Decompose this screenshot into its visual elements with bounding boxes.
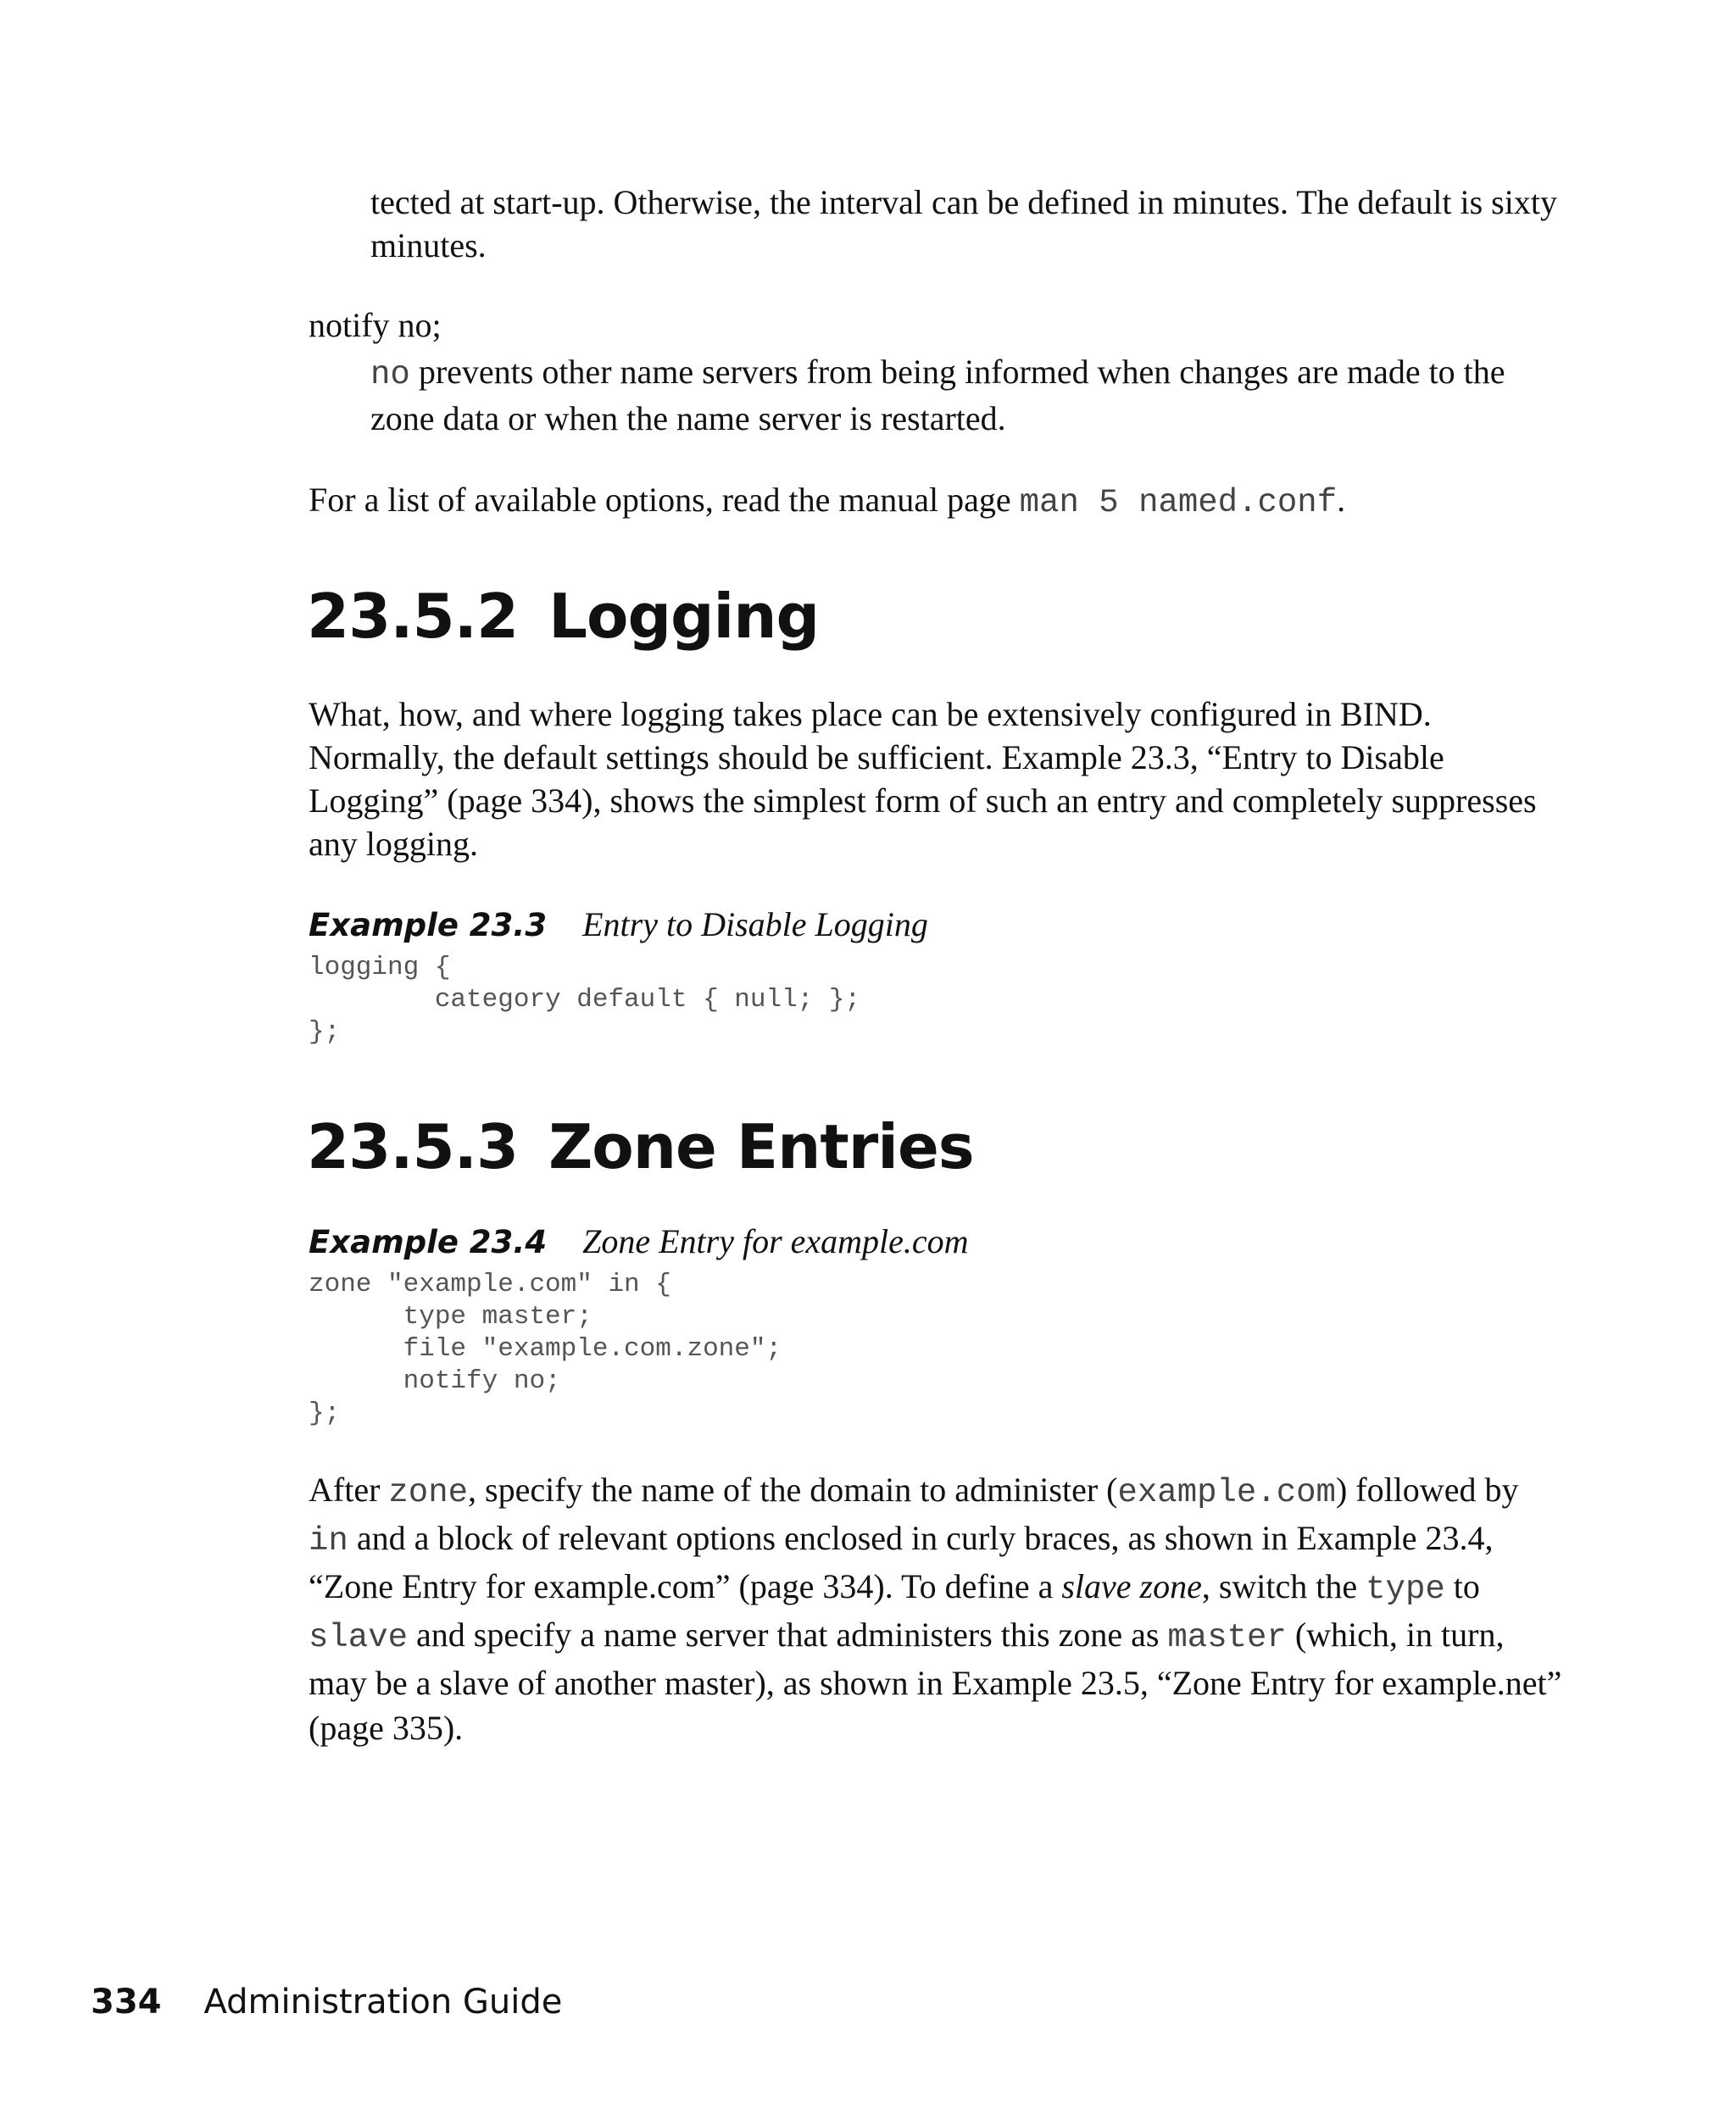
section-number-zone-entries: 23.5.3 bbox=[307, 1111, 519, 1182]
example-23-4-label: Example 23.4 bbox=[309, 1224, 548, 1260]
zone-text-6: to bbox=[1444, 1567, 1480, 1605]
zone-text-5: , switch the bbox=[1201, 1567, 1366, 1605]
logging-paragraph: What, how, and where logging takes place can be extensively configured in BIND. Normally, the default settings should be sufficient. Example 23.3, “Entry to Disable Logging” (page 334), shows the simplest form of such an entry and completely suppresses any logging. bbox=[309, 695, 1537, 863]
zone-text-3: ) followed by bbox=[1335, 1471, 1519, 1509]
example-23-4-caption: Zone Entry for example.com bbox=[582, 1222, 969, 1260]
options-note-command: man 5 named.conf bbox=[1019, 484, 1338, 521]
section-title-logging: Logging bbox=[548, 581, 819, 652]
zone-code-domain: example.com bbox=[1117, 1474, 1336, 1511]
section-title-zone-entries: Zone Entries bbox=[548, 1111, 974, 1182]
example-23-4-title bbox=[309, 1221, 969, 1264]
notify-description-paragraph bbox=[370, 350, 1557, 440]
zone-code-master: master bbox=[1167, 1619, 1287, 1656]
page-footer bbox=[91, 1981, 562, 2023]
zone-text-4: and a block of relevant options enclosed in curly braces, as shown in Example 23.4, “Zone Entry for example.com” (page 334). To define a bbox=[309, 1519, 1494, 1605]
zone-emphasis-slave-zone: slave zone bbox=[1061, 1567, 1202, 1605]
zone-code-slave: slave bbox=[309, 1619, 409, 1656]
interval-continuation-paragraph: tected at start-up. Otherwise, the interval can be defined in minutes. The default is sixty minutes. bbox=[370, 183, 1557, 264]
example-23-3-label: Example 23.3 bbox=[309, 907, 548, 943]
zone-code-in: in bbox=[309, 1522, 348, 1560]
zone-text-8: (which, in turn, may be a slave of another master), as shown in Example 23.5, “Zone Entry for example.net” (page 335). bbox=[309, 1616, 1562, 1747]
zone-text-1: After bbox=[309, 1471, 389, 1509]
notify-description-text: prevents other name servers from being informed when changes are made to the zone data or when the name server is restarted. bbox=[370, 353, 1505, 437]
zone-code-block: zone "example.com" in { type master; file "example.com.zone"; notify no; }; bbox=[309, 1270, 782, 1428]
options-note-end: . bbox=[1337, 481, 1346, 519]
zone-code-type: type bbox=[1366, 1571, 1445, 1608]
zone-code-zone: zone bbox=[388, 1474, 469, 1511]
section-heading-logging bbox=[307, 578, 819, 654]
zone-text-2: , specify the name of the domain to administer ( bbox=[468, 1471, 1118, 1509]
section-heading-zone-entries bbox=[307, 1109, 974, 1185]
zone-explanation-paragraph bbox=[309, 1467, 1563, 1750]
section-number-logging: 23.5.2 bbox=[307, 581, 519, 652]
example-23-3-title bbox=[309, 904, 928, 947]
footer-page-number: 334 bbox=[91, 1983, 162, 2022]
options-note-paragraph bbox=[309, 478, 1563, 525]
footer-book-title: Administration Guide bbox=[203, 1983, 563, 2022]
logging-code-block: logging { category default { null; }; }; bbox=[309, 953, 861, 1047]
zone-text-7: and specify a name server that administers this zone as bbox=[408, 1616, 1168, 1654]
options-note-text: For a list of available options, read the manual page bbox=[309, 481, 1020, 519]
notify-term: notify no; bbox=[309, 306, 442, 344]
example-23-3-caption: Entry to Disable Logging bbox=[582, 905, 928, 943]
notify-code-word: no bbox=[370, 356, 410, 393]
